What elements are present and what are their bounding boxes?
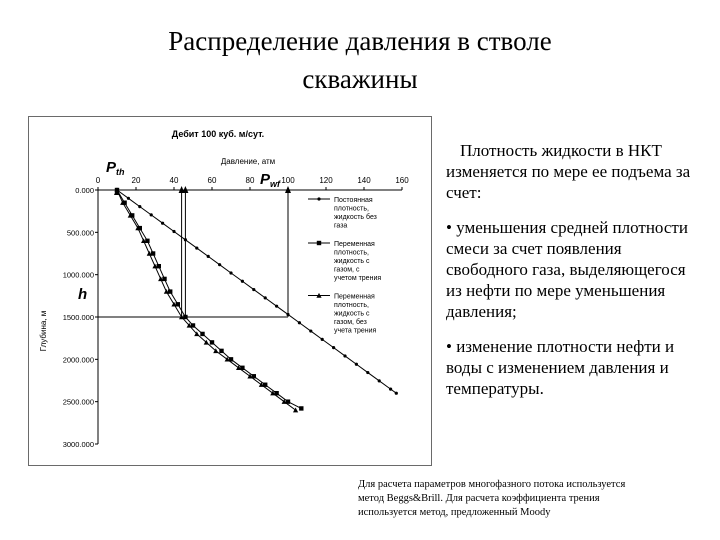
y-tick-label: 3000.000 [62,440,94,449]
legend-label-1: Постоянная [334,197,373,204]
slide-title [70,22,650,98]
legend-label-3: Переменная [334,293,375,301]
side-text-bullet-2: • изменение плотности нефти и воды с изменением давления и температуры. [446,337,675,398]
series-2-point [168,289,172,293]
footnote-line-1: Для расчета параметров многофазного потока используется [358,479,626,490]
series-1-point [264,296,267,299]
legend-label-2: Переменная [334,241,375,248]
footnote [358,478,698,520]
x-tick-label: 100 [281,176,295,185]
legend-label-1: газа [334,222,348,230]
slide-title-line-1: Распределение давления в стволе [168,26,552,56]
footnote-line-2: метод Beggs&Brill. Для расчета коэффициента трения [358,493,600,504]
x-tick-label: 80 [245,176,255,185]
series-1-point [241,280,244,283]
legend-label-3: учета трения [334,327,377,335]
footnote-line-3: используется метод, предложенный Moody [358,507,551,518]
legend-label-1: жидкость без [334,214,377,221]
y-tick-label: 1500.000 [62,313,94,322]
series-2-point [145,239,149,243]
side-text-intro: Плотность жидкости в НКТ изменяется по мере ее подъема за счет: [446,141,691,202]
x-tick-label: 40 [169,176,179,185]
legend-label-2: учетом трения [334,275,382,282]
y-tick-label: 1000.000 [62,270,94,280]
series-1-point [195,246,198,249]
series-1-point [207,255,210,258]
y-tick-label: 500.000 [66,228,94,238]
series-1-point [184,238,187,241]
series-1-point [161,222,164,225]
x-tick-label: 60 [207,176,217,185]
legend-label-2: жидкость с [334,258,370,265]
x-tick-label: 140 [357,176,371,185]
series-1-point [395,392,398,395]
series-1-point [309,329,312,332]
legend-label-3: газом, без [334,319,367,326]
series-2-point [176,302,180,306]
series-1-point [138,205,141,208]
x-tick-label: 160 [395,176,409,185]
series-2-point [183,315,187,319]
side-text-bullet-1: • уменьшения средней плотности смеси за счет появления свободного газа, выделяющегося из нефти по мере уменьшения давления; [446,218,688,321]
series-1-point [252,288,255,291]
y-tick-label: 0.000 [75,186,94,195]
series-2-point [210,340,214,344]
chart-title: Дебит 100 куб. м/сут. [171,129,265,139]
series-1-point [321,338,324,341]
legend-swatch-marker-2 [317,241,321,245]
slide-title-line-2: скважины [302,64,418,94]
series-1-point [343,354,346,357]
x-tick-label: 0 [95,176,101,185]
series-2-point [219,349,223,353]
series-2-point [151,251,155,255]
legend-swatch-marker-1 [317,197,320,200]
series-1-point [150,213,153,216]
series-1-point [389,388,392,391]
series-2-point [191,323,195,327]
y-tick-label: 2500.000 [62,397,94,407]
pressure-chart-svg [28,116,432,466]
series-2-point [157,264,161,268]
legend-label-3: плотность, [334,302,369,309]
series-1-point [366,371,369,374]
chart-frame [29,117,432,466]
legend-label-2: плотность, [334,249,369,257]
series-1-point [298,321,301,324]
x-tick-label: 120 [319,176,333,185]
pth-label: $P_{th}$ [106,159,125,177]
series-2-point [200,332,204,336]
pwf-label: $P_{wf}$ [260,171,281,189]
series-2-point [162,277,166,281]
y-axis-label: Глубина, м [39,310,48,352]
series-1-point [275,305,278,308]
series-1-point [218,263,221,266]
series-1-point [127,197,130,200]
legend-label-2: газом, с [334,266,360,274]
legend-label-3: жидкость с [334,310,370,318]
series-1-point [172,230,175,233]
legend-label-1: плотность, [334,205,369,213]
h-label: h [78,286,88,303]
pressure-chart [28,116,432,466]
x-axis-label: Давление, атм [220,157,276,166]
side-text [446,140,698,399]
series-2-point [299,406,303,410]
series-1-point [355,363,358,366]
series-1-point [229,271,232,274]
y-tick-label: 2000.000 [62,355,94,365]
x-tick-label: 20 [131,176,141,185]
series-1-point [286,313,289,316]
series-1-point [378,379,381,382]
series-1-point [332,346,335,349]
